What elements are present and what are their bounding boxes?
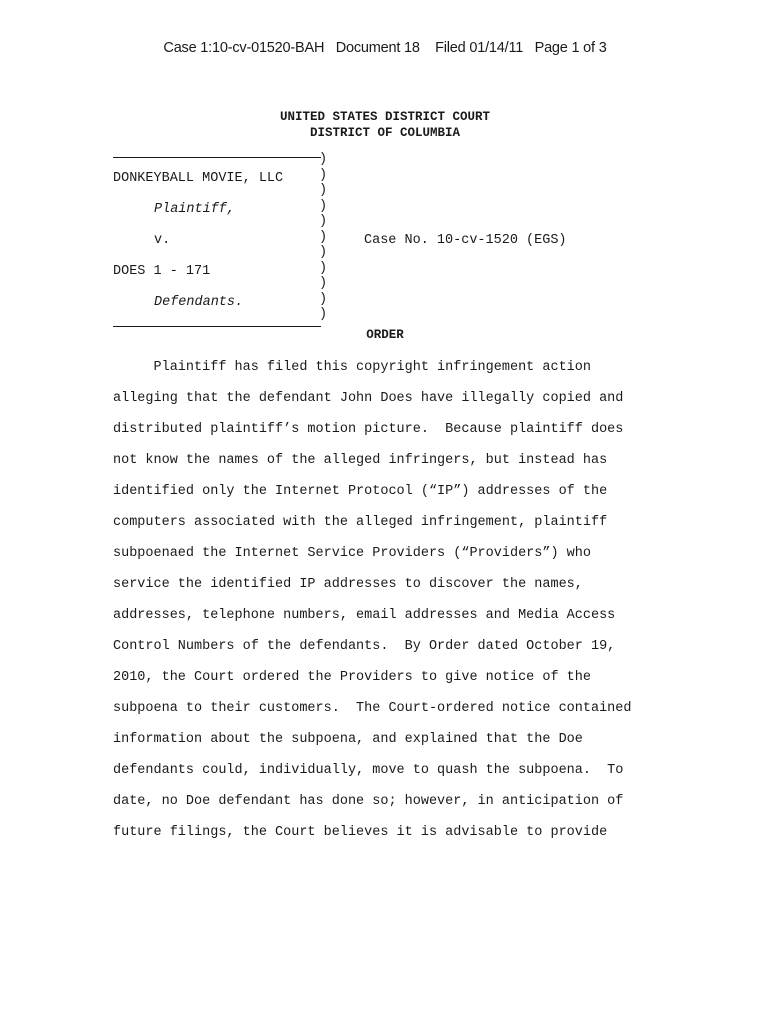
body-line: alleging that the defendant John Does have illegally copied and [113, 391, 624, 406]
caption-bottom-rule [113, 326, 321, 327]
defendant-name: DOES 1 - 171 [113, 264, 211, 279]
court-district: DISTRICT OF COLUMBIA [309, 126, 461, 140]
plaintiff-role: Plaintiff, [154, 202, 236, 217]
body-line: distributed plaintiff’s motion picture. Because plaintiff does [113, 422, 624, 437]
body-line: service the identified IP addresses to discover the names, [113, 577, 583, 592]
caption-top-rule [113, 157, 321, 158]
body-line: 2010, the Court ordered the Providers to give notice of the [113, 670, 591, 685]
body-line: subpoenaed the Internet Service Providers (“Providers”) who [113, 546, 591, 561]
court-heading [0, 109, 770, 141]
body-line: computers associated with the alleged infringement, plaintiff [113, 515, 608, 530]
versus-label: v. [154, 233, 171, 248]
body-line: Control Numbers of the defendants. By Order dated October 19, [113, 639, 616, 654]
page-header: Case 1:10-cv-01520-BAH Document 18 Filed 01/14/11 Page 1 of 3 [163, 40, 607, 56]
body-line: subpoena to their customers. The Court-ordered notice contained [113, 701, 632, 716]
body-line: Plaintiff has filed this copyright infringement action [113, 360, 591, 375]
case-number: Case No. 10-cv-1520 (EGS) [364, 233, 567, 248]
order-title: ORDER [366, 328, 404, 342]
body-line: defendants could, individually, move to quash the subpoena. To [113, 763, 624, 778]
order-body [113, 358, 673, 854]
caption-parentheses: ) ) ) ) ) ) ) ) ) ) ) [319, 152, 328, 322]
body-line: identified only the Internet Protocol (“IP”) addresses of the [113, 484, 608, 499]
body-line: date, no Doe defendant has done so; however, in anticipation of [113, 794, 624, 809]
body-line: information about the subpoena, and explained that the Doe [113, 732, 583, 747]
body-line: not know the names of the alleged infringers, but instead has [113, 453, 608, 468]
body-line: future filings, the Court believes it is advisable to provide [113, 825, 608, 840]
court-name: UNITED STATES DISTRICT COURT [279, 110, 491, 124]
plaintiff-name: DONKEYBALL MOVIE, LLC [113, 171, 284, 186]
body-line: addresses, telephone numbers, email addresses and Media Access [113, 608, 616, 623]
defendant-role: Defendants. [154, 295, 244, 310]
